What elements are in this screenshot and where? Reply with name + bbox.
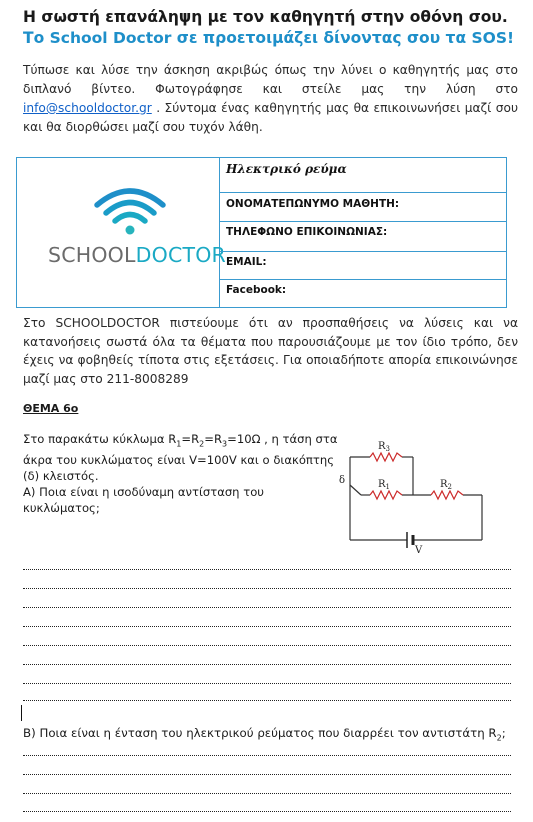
resistor-r2 [431, 491, 463, 499]
label-r1: $R_1$ [378, 479, 390, 491]
answer-line [23, 607, 511, 608]
intro-paragraph [23, 61, 518, 137]
battery-symbol [407, 532, 413, 548]
email-link[interactable]: info@schooldoctor.gr [23, 101, 152, 115]
answer-line [23, 588, 511, 589]
header-title: Η σωστή επανάληψη με τον καθηγητή στην οθόνη σου. [23, 8, 508, 26]
label-switch: δ [339, 475, 346, 486]
label-r3: $R_3$ [378, 441, 390, 453]
answer-line [23, 626, 511, 627]
question-b: Β) Ποια είναι η ένταση του ηλεκτρικού ρεύματος που διαρρέει τον αντιστάτη $R_2$; [23, 726, 506, 743]
wifi-arc-middle [106, 203, 154, 214]
resistor-r1 [370, 491, 402, 499]
logo-cell [17, 158, 226, 307]
topic-heading: ΘΕΜΑ 6ο [23, 402, 79, 415]
info-paragraph: Στο SCHOOLDOCTOR πιστεύουμε ότι αν προσπαθήσεις να λύσεις και να κατανοήσεις σωστά όλα τα θέματα που παρουσιάζουμε με τον ίδιο τρόπο, δεν έχεις να φοβηθείς τίποτα στις εξετάσεις. Για οποιαδήποτε απορία επικοινώνησε μαζί μας στο 211-8008289 [23, 316, 518, 386]
phone-field[interactable]: ΤΗΛΕΦΩΝΟ ΕΠΙΚΟΙΝΩΝΙΑΣ: [220, 222, 506, 252]
label-source: V [415, 545, 423, 555]
answer-line [23, 774, 511, 775]
resistor-r3 [370, 453, 402, 461]
logo-doctor: DOCTOR [135, 243, 226, 267]
logo-school: SCHOOL [48, 243, 136, 267]
label-r2: $R_2$ [440, 479, 452, 491]
circuit-diagram [335, 440, 495, 555]
answer-line [23, 664, 511, 665]
student-info-card [16, 157, 507, 308]
answer-line [23, 811, 511, 812]
wifi-arc-inner [115, 215, 145, 222]
text-cursor [21, 705, 22, 721]
answer-line [23, 755, 511, 756]
answer-line [23, 645, 511, 646]
question-a: Α) Ποια είναι η ισοδύναμη αντίσταση του κυκλώματος; [23, 485, 265, 516]
wifi-dot [126, 226, 135, 235]
problem-text: Στο παρακάτω κύκλωμα $R_1=R_2=R_3=10\Omega$ , η τάση στα άκρα του κυκλώματος είναι V=100V και ο διακόπτης (δ) κλειστός. [23, 432, 338, 484]
answer-line [23, 793, 511, 794]
answer-line [23, 569, 511, 570]
facebook-field[interactable]: Facebook: [226, 284, 287, 296]
schooldoctor-logo [48, 243, 226, 267]
intro-text-end: . Σύντομα ένας καθηγητής μας θα επικοινωνήσει μαζί σου και θα διορθώσει μαζί σου τυχόν λάθη. [23, 101, 518, 134]
answer-line [23, 683, 511, 684]
email-field[interactable]: EMAIL: [220, 252, 506, 280]
problem-statement [23, 431, 338, 516]
answer-line [23, 700, 511, 701]
header-subtitle: Το School Doctor σε προετοιμάζει δίνοντας σου τα SOS! [23, 29, 515, 47]
student-name-field[interactable]: ΟΝΟΜΑΤΕΠΩΝΥΜΟ ΜΑΘΗΤΗ: [220, 193, 506, 222]
intro-text: Τύπωσε και λύσε την άσκηση ακριβώς όπως την λύνει ο καθηγητής μας στο διπλανό βίντεο. Φωτογράφησε και στείλε μας την λύση στο [23, 63, 518, 96]
card-title: Ηλεκτρικό ρεύμα [220, 158, 506, 193]
wifi-icon [17, 158, 219, 238]
